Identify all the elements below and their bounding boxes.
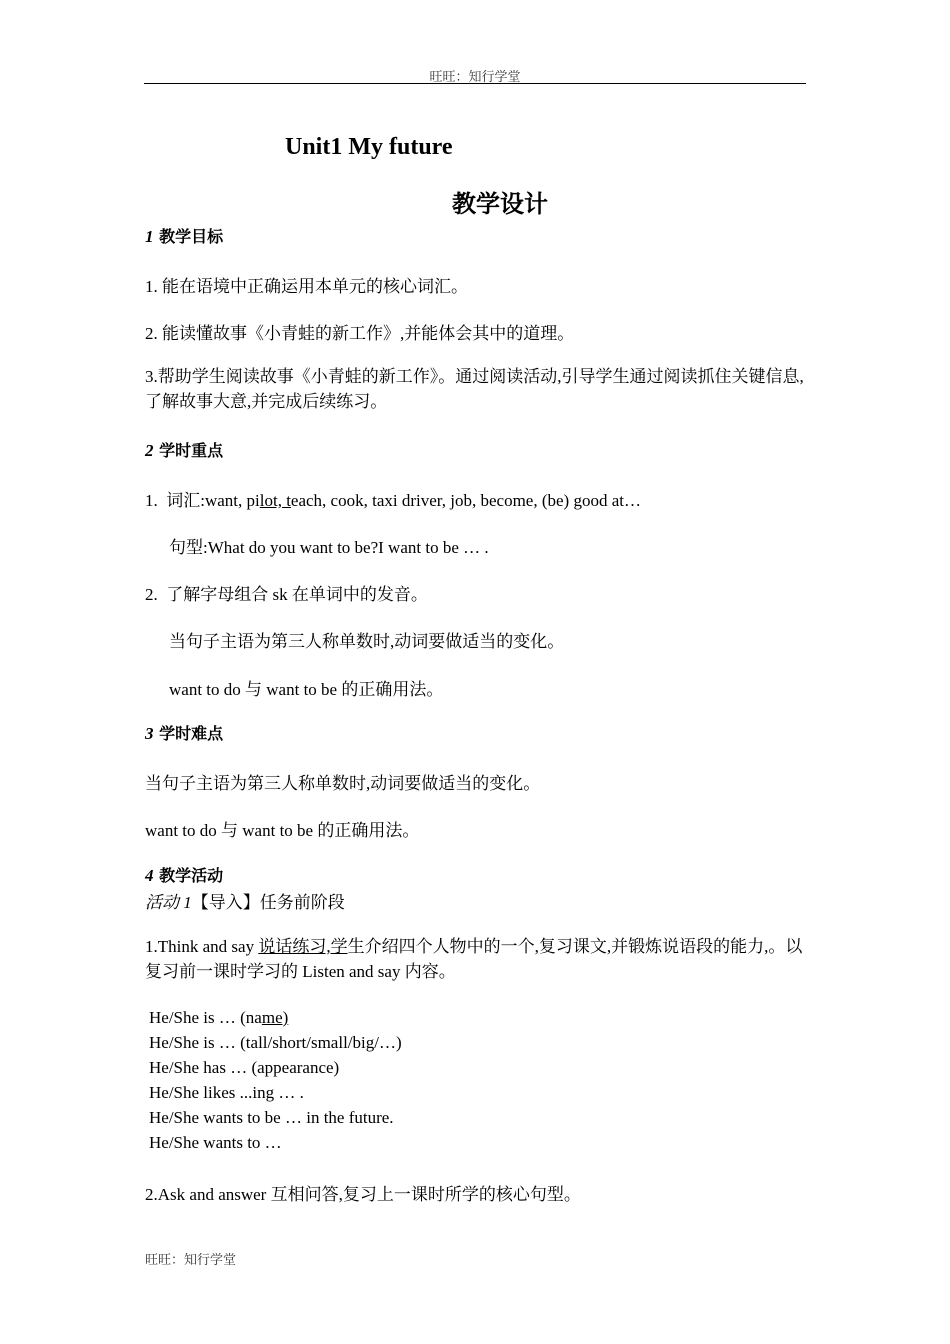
sentence-frame: He/She has … (appearance) [149, 1058, 340, 1077]
objective-item: 2. 能读懂故事《小青蛙的新工作》,并能体会其中的道理。 [145, 324, 575, 343]
sentence-frame: He/She wants to … [149, 1133, 282, 1152]
title-chinese: 教学设计 [452, 190, 548, 218]
underlined-text: lot, t [259, 491, 291, 510]
list-number: 1. [145, 491, 158, 510]
text-run: each, cook, taxi driver, job, become, (be) good at… [290, 491, 641, 510]
sentence-frame: He/She is … (tall/short/small/big/…) [149, 1033, 402, 1052]
key-point-sub: want to do 与 want to be 的正确用法。 [169, 680, 444, 699]
objective-item: 1. 能在语境中正确运用本单元的核心词汇。 [145, 277, 468, 296]
header-rule [144, 83, 806, 84]
text-run: 生介绍四个人物中的一个,复习课文,并锻炼说语段的能力,。以复习前一课时学习的 Listen and say 内容。 [145, 937, 803, 981]
page-footer: 旺旺：知行学堂 [145, 1252, 237, 1267]
objective-item: 3.帮助学生阅读故事《小青蛙的新工作》。通过阅读活动,引导学生通过阅读抓住关键信息,了解故事大意,并完成后续练习。 [145, 367, 804, 411]
text-run: 词汇:want, pi [166, 491, 260, 510]
sentence-frame: He/She wants to be … in the future. [149, 1108, 394, 1127]
section-heading-text: 教学活动 [159, 866, 224, 885]
section-heading-text: 学时难点 [159, 724, 224, 743]
key-point-item [145, 580, 428, 605]
activity-name: 【导入】任务前阶段 [191, 893, 345, 912]
section-number: 2 [145, 441, 154, 460]
section-heading-objectives [145, 224, 223, 247]
text-run: He/She is … (na [149, 1008, 262, 1027]
underlined-text: 说话练习,学 [258, 937, 348, 956]
key-point-sentence: 句型:What do you want to be?I want to be … . [169, 538, 489, 557]
activity-paragraph: 2.Ask and answer 互相问答,复习上一课时所学的核心句型。 [145, 1185, 581, 1204]
key-point-item [145, 486, 641, 511]
difficulty-line: want to do 与 want to be 的正确用法。 [145, 821, 420, 840]
section-number: 1 [145, 227, 154, 246]
list-number: 2. [145, 585, 158, 604]
text-run: 了解字母组合 sk 在单词中的发音。 [166, 585, 428, 604]
title-english: Unit1 My future [285, 134, 453, 160]
activity-label: 活动 1 [145, 893, 192, 912]
section-heading-text: 教学目标 [159, 227, 224, 246]
section-heading-activities [145, 863, 223, 886]
difficulty-line: 当句子主语为第三人称单数时,动词要做适当的变化。 [145, 774, 541, 793]
underlined-text: me) [261, 1008, 289, 1027]
activity-title [145, 888, 345, 913]
section-heading-key-points [145, 438, 223, 461]
section-heading-difficulties [145, 721, 223, 744]
page-header: 旺旺：知行学堂 [429, 69, 521, 84]
sentence-frame: He/She likes ...ing … . [149, 1083, 304, 1102]
key-point-sub: 当句子主语为第三人称单数时,动词要做适当的变化。 [169, 632, 565, 651]
section-number: 4 [145, 866, 154, 885]
sentence-frame [149, 1008, 288, 1028]
activity-paragraph [145, 934, 805, 984]
section-heading-text: 学时重点 [159, 441, 224, 460]
section-number: 3 [145, 724, 154, 743]
text-run: 1.Think and say [145, 937, 259, 956]
